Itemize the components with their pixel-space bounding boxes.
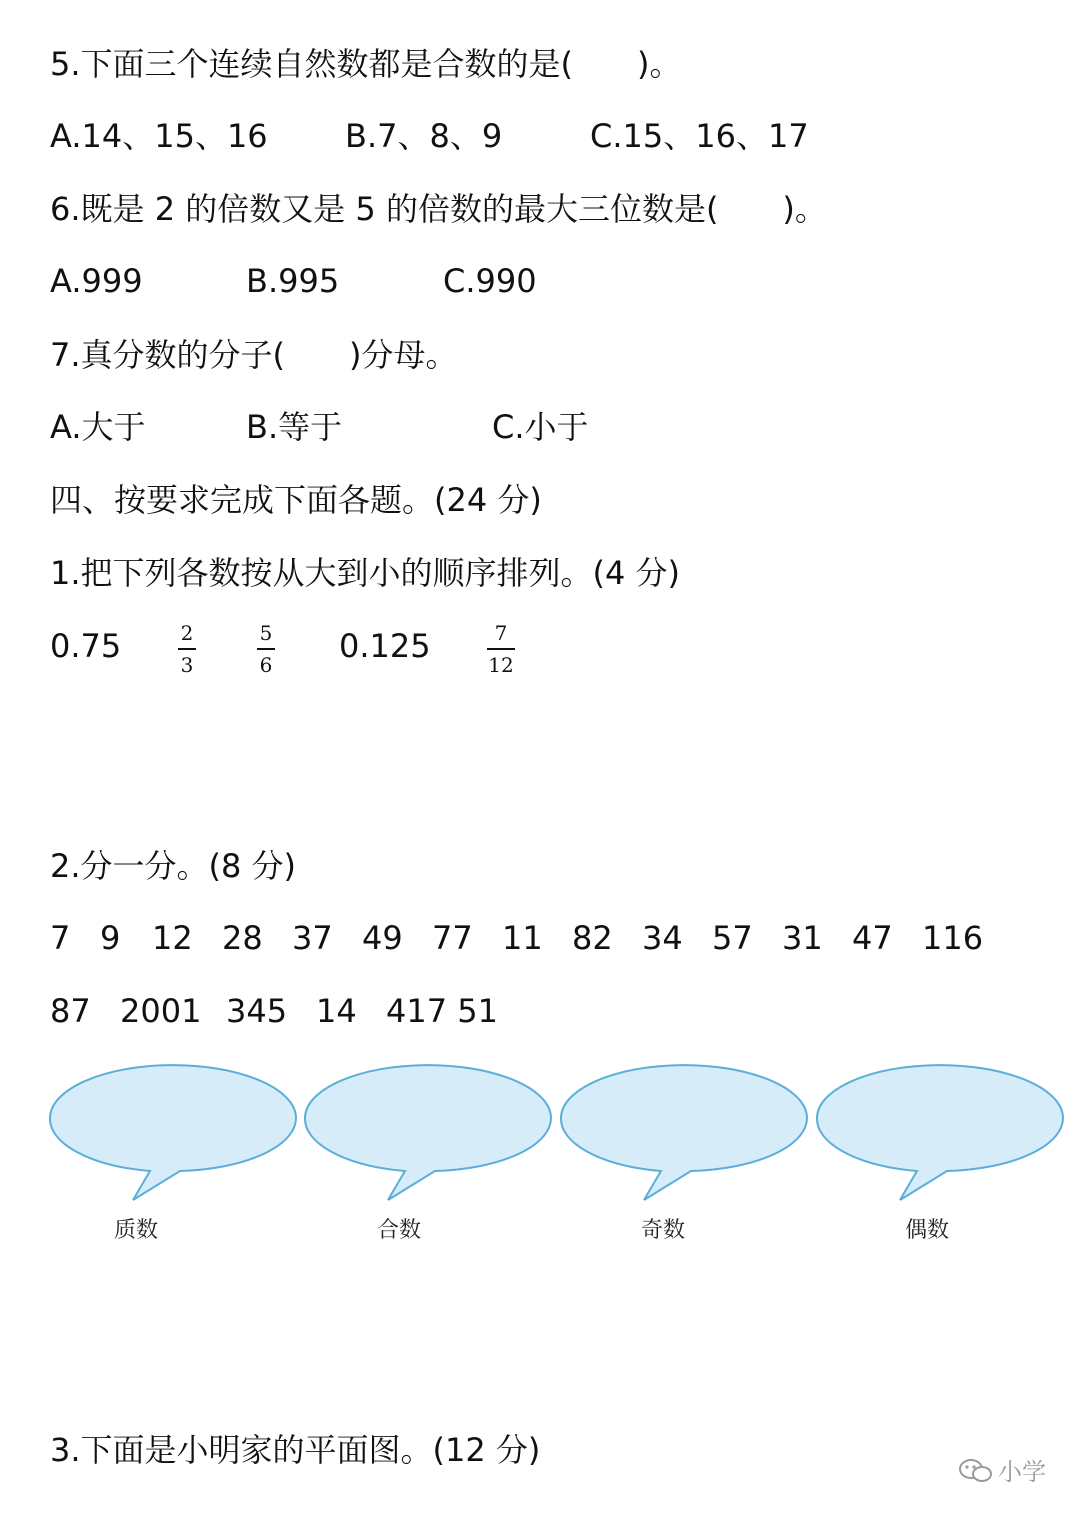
number-item: 47 — [852, 919, 893, 957]
number-item: 87 — [50, 992, 91, 1030]
fraction-bar — [257, 648, 275, 650]
prime-label: 质数 — [114, 1218, 159, 1243]
fraction-numerator: 7 — [494, 621, 508, 645]
q5-option-b: B.7、8、9 — [345, 117, 503, 155]
number-item: 2001 — [120, 992, 202, 1030]
task-2-title: 2.分一分。(8 分) — [50, 847, 297, 885]
number-item: 417 51 — [386, 992, 498, 1030]
number-item: 12 — [152, 919, 193, 957]
fraction-bar — [178, 648, 196, 650]
number-item: 82 — [572, 919, 613, 957]
fraction-denominator: 6 — [259, 653, 273, 677]
fraction-denominator: 12 — [488, 653, 514, 677]
prime-bubble — [45, 1060, 305, 1206]
number-item: 11 — [502, 919, 543, 957]
question-7: 7.真分数的分子( )分母。 — [50, 336, 458, 374]
even-label: 偶数 — [905, 1218, 950, 1243]
q7-option-c: C.小于 — [492, 408, 589, 446]
number-item: 14 — [316, 992, 357, 1030]
q5-option-a: A.14、15、16 — [50, 117, 268, 155]
question-5: 5.下面三个连续自然数都是合数的是( )。 — [50, 45, 682, 83]
q7-option-a: A.大于 — [50, 408, 146, 446]
number-item: 7 — [50, 919, 71, 957]
question-6: 6.既是 2 的倍数又是 5 的倍数的最大三位数是( )。 — [50, 190, 827, 228]
number-item: 28 — [222, 919, 263, 957]
odd-label: 奇数 — [641, 1218, 686, 1243]
fraction-denominator: 3 — [180, 653, 194, 677]
number-item: 49 — [362, 919, 403, 957]
section-4-title: 四、按要求完成下面各题。(24 分) — [50, 481, 542, 519]
fraction-bar — [487, 648, 515, 650]
composite-label: 合数 — [377, 1218, 422, 1243]
number-0-125: 0.125 — [339, 627, 431, 665]
number-item: 116 — [922, 919, 984, 957]
q6-option-b: B.995 — [246, 262, 340, 300]
number-item: 345 — [226, 992, 288, 1030]
watermark — [958, 1452, 1046, 1487]
number-item: 31 — [782, 919, 823, 957]
fraction-numerator: 2 — [180, 621, 194, 645]
task-3-title: 3.下面是小明家的平面图。(12 分) — [50, 1431, 541, 1469]
fraction-numerator: 5 — [259, 621, 273, 645]
q6-option-a: A.999 — [50, 262, 143, 300]
composite-bubble — [300, 1060, 560, 1206]
number-item: 37 — [292, 919, 333, 957]
fraction-7-12 — [481, 622, 521, 676]
number-item: 77 — [432, 919, 473, 957]
q6-option-c: C.990 — [443, 262, 537, 300]
watermark-text: 小学 — [998, 1458, 1046, 1486]
number-item: 9 — [100, 919, 121, 957]
number-item: 34 — [642, 919, 683, 957]
odd-bubble — [556, 1060, 816, 1206]
task-1-title: 1.把下列各数按从大到小的顺序排列。(4 分) — [50, 554, 681, 592]
q5-option-c: C.15、16、17 — [590, 117, 809, 155]
fraction-2-3 — [167, 622, 207, 676]
even-bubble — [812, 1060, 1072, 1206]
fraction-5-6 — [246, 622, 286, 676]
wechat-icon — [958, 1458, 994, 1484]
number-0-75: 0.75 — [50, 627, 122, 665]
q7-option-b: B.等于 — [246, 408, 343, 446]
number-item: 57 — [712, 919, 753, 957]
